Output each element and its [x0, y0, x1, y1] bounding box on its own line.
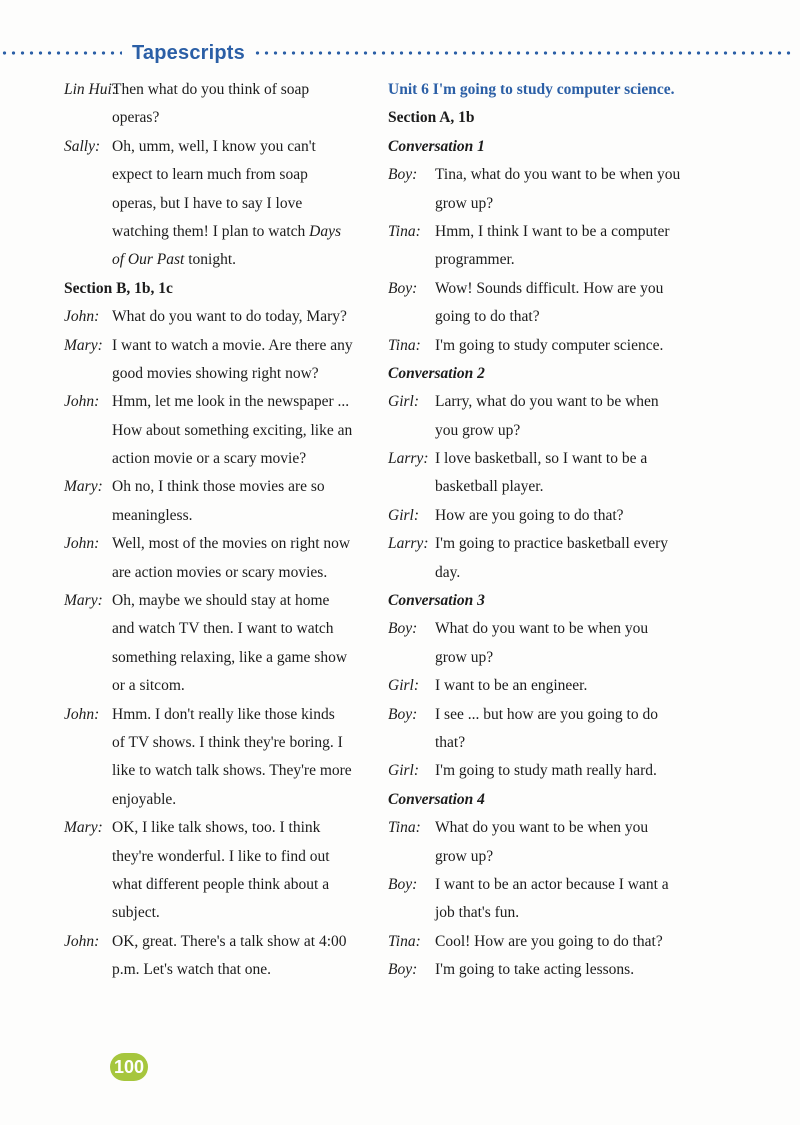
- left-line: [64, 303, 374, 331]
- left-line: [64, 530, 374, 558]
- right-line: [388, 161, 718, 189]
- speaker-label: John:: [64, 705, 100, 723]
- speaker-label: Tina:: [388, 336, 421, 354]
- right-line: [388, 218, 718, 246]
- right-line: [388, 644, 718, 672]
- left-line: [64, 104, 374, 132]
- dialogue-text: I'm going to practice basketball every: [435, 535, 669, 553]
- right-column: [388, 76, 718, 985]
- dialogue-text: operas?: [112, 109, 160, 127]
- right-line: [388, 133, 718, 161]
- dialogue-text: tonight.: [184, 251, 237, 269]
- left-line: [64, 899, 374, 927]
- dialogue-text: I want to be an actor because I want a: [435, 875, 669, 893]
- speaker-label: Girl:: [388, 677, 419, 695]
- left-line: [64, 473, 374, 501]
- page-title: Tapescripts: [132, 41, 245, 64]
- left-line: [64, 615, 374, 643]
- dialogue-text: How are you going to do that?: [435, 506, 624, 524]
- italic-title: of Our Past: [112, 251, 185, 269]
- dialogue-text: meaningless.: [112, 506, 193, 524]
- dialogue-text: I see ... but how are you going to do: [435, 705, 658, 723]
- dialogue-text: I love basketball, so I want to be a: [435, 450, 648, 468]
- left-line: [64, 417, 374, 445]
- dialogue-text: Hmm, I think I want to be a computer: [435, 222, 670, 240]
- right-line: [388, 786, 718, 814]
- dialogue-text: they're wonderful. I like to find out: [112, 847, 330, 865]
- right-line: [388, 701, 718, 729]
- dialogue-text: Hmm, let me look in the newspaper ...: [112, 393, 350, 411]
- dialogue-text: day.: [435, 563, 461, 581]
- left-line: [64, 871, 374, 899]
- left-line: [64, 445, 374, 473]
- speaker-label: Tina:: [388, 932, 421, 950]
- page-header: [0, 40, 800, 66]
- header-dots-right: [253, 51, 794, 55]
- conversation-heading: Conversation 1: [388, 137, 485, 155]
- speaker-label: Girl:: [388, 506, 419, 524]
- dialogue-text: that?: [435, 733, 466, 751]
- left-line: [64, 672, 374, 700]
- conversation-heading: Conversation 2: [388, 364, 485, 382]
- left-line: [64, 956, 374, 984]
- right-line: [388, 190, 718, 218]
- left-line: [64, 502, 374, 530]
- speaker-label: Larry:: [388, 450, 429, 468]
- left-line: [64, 701, 374, 729]
- left-line: [64, 360, 374, 388]
- speaker-label: Boy:: [388, 875, 418, 893]
- dialogue-text: OK, great. There's a talk show at 4:00: [112, 932, 347, 950]
- left-line: [64, 928, 374, 956]
- speaker-label: Boy:: [388, 279, 418, 297]
- dialogue-text: Larry, what do you want to be when: [435, 393, 659, 411]
- right-line: [388, 388, 718, 416]
- right-line: [388, 104, 718, 132]
- right-line: [388, 360, 718, 388]
- right-line: [388, 530, 718, 558]
- speaker-label: Lin Hui:: [64, 81, 117, 98]
- dialogue-text: Oh, maybe we should stay at home: [112, 592, 330, 610]
- right-line: [388, 899, 718, 927]
- dialogue-text: expect to learn much from soap: [112, 166, 308, 184]
- dialogue-text: p.m. Let's watch that one.: [112, 961, 272, 979]
- italic-title: Days: [309, 222, 341, 240]
- dialogue-text: action movie or a scary movie?: [112, 450, 307, 468]
- dialogue-text: and watch TV then. I want to watch: [112, 620, 334, 638]
- dialogue-text: are action movies or scary movies.: [112, 563, 328, 581]
- dialogue-text: Wow! Sounds difficult. How are you: [435, 279, 664, 297]
- left-line: [64, 786, 374, 814]
- left-line: [64, 190, 374, 218]
- speaker-label: Boy:: [388, 705, 418, 723]
- right-line: [388, 615, 718, 643]
- right-line: [388, 246, 718, 274]
- dialogue-text: Oh, umm, well, I know you can't: [112, 137, 316, 155]
- right-line: [388, 303, 718, 331]
- right-line: [388, 332, 718, 360]
- left-line: [64, 587, 374, 615]
- dialogue-text: grow up?: [435, 194, 494, 212]
- dialogue-text: Oh no, I think those movies are so: [112, 478, 325, 496]
- left-line: [64, 76, 374, 104]
- speaker-label: Boy:: [388, 620, 418, 638]
- left-line: [64, 757, 374, 785]
- dialogue-text: Then what do you think of soap: [112, 81, 310, 98]
- header-dots-left: [0, 51, 122, 55]
- speaker-label: John:: [64, 308, 100, 326]
- right-line: [388, 843, 718, 871]
- right-line: [388, 729, 718, 757]
- dialogue-text: Cool! How are you going to do that?: [435, 932, 663, 950]
- speaker-label: Mary:: [64, 478, 103, 496]
- speaker-label: John:: [64, 393, 100, 411]
- dialogue-text: What do you want to be when you: [435, 819, 649, 837]
- right-line: [388, 445, 718, 473]
- right-line: [388, 587, 718, 615]
- right-line: [388, 417, 718, 445]
- dialogue-text: grow up?: [435, 648, 494, 666]
- dialogue-text: I'm going to study computer science.: [435, 336, 664, 354]
- dialogue-text: operas, but I have to say I love: [112, 194, 303, 212]
- left-line: [64, 161, 374, 189]
- dialogue-text: I'm going to study math really hard.: [435, 762, 657, 780]
- speaker-label: Mary:: [64, 592, 103, 610]
- dialogue-text: going to do that?: [435, 308, 540, 326]
- dialogue-text: what different people think about a: [112, 875, 330, 893]
- right-line: [388, 814, 718, 842]
- left-line: [64, 218, 374, 246]
- dialogue-text: grow up?: [435, 847, 494, 865]
- dialogue-text: I'm going to take acting lessons.: [435, 961, 635, 979]
- right-line: [388, 928, 718, 956]
- dialogue-text: What do you want to be when you: [435, 620, 649, 638]
- right-line: [388, 76, 718, 104]
- speaker-label: Sally:: [64, 137, 101, 155]
- dialogue-text: What do you want to do today, Mary?: [112, 308, 347, 326]
- speaker-label: John:: [64, 535, 100, 553]
- left-line: [64, 388, 374, 416]
- conversation-heading: Conversation 3: [388, 592, 485, 610]
- speaker-label: Boy:: [388, 961, 418, 979]
- left-line: [64, 729, 374, 757]
- dialogue-text: How about something exciting, like an: [112, 421, 353, 439]
- left-line: [64, 644, 374, 672]
- left-line: [64, 133, 374, 161]
- unit-heading: Unit 6 I'm going to study computer science.: [388, 81, 675, 98]
- speaker-label: Boy:: [388, 166, 418, 184]
- speaker-label: Tina:: [388, 222, 421, 240]
- conversation-heading: Conversation 4: [388, 790, 485, 808]
- dialogue-text: of TV shows. I think they're boring. I: [112, 733, 343, 751]
- dialogue-text: OK, I like talk shows, too. I think: [112, 819, 321, 837]
- dialogue-text: Hmm. I don't really like those kinds: [112, 705, 335, 723]
- left-line: [64, 843, 374, 871]
- speaker-label: Larry:: [388, 535, 429, 553]
- right-line: [388, 956, 718, 984]
- dialogue-text: good movies showing right now?: [112, 364, 319, 382]
- right-line: [388, 502, 718, 530]
- left-line: [64, 246, 374, 274]
- dialogue-text: or a sitcom.: [112, 677, 185, 695]
- left-line: [64, 332, 374, 360]
- dialogue-text: I want to be an engineer.: [435, 677, 588, 695]
- speaker-label: Girl:: [388, 762, 419, 780]
- left-column: [64, 76, 374, 985]
- page-number-badge: 100: [110, 1053, 148, 1081]
- dialogue-text: Tina, what do you want to be when you: [435, 166, 681, 184]
- speaker-label: Girl:: [388, 393, 419, 411]
- dialogue-text: you grow up?: [435, 421, 521, 439]
- dialogue-text: enjoyable.: [112, 790, 177, 808]
- dialogue-text: programmer.: [435, 251, 515, 269]
- dialogue-text: like to watch talk shows. They're more: [112, 762, 352, 780]
- right-line: [388, 757, 718, 785]
- dialogue-text: I want to watch a movie. Are there any: [112, 336, 353, 354]
- dialogue-text: job that's fun.: [435, 904, 520, 922]
- dialogue-text: watching them! I plan to watch: [112, 222, 306, 240]
- right-line: [388, 473, 718, 501]
- left-line: [64, 559, 374, 587]
- left-line: [64, 275, 374, 303]
- right-line: [388, 275, 718, 303]
- left-line: [64, 814, 374, 842]
- dialogue-text: Well, most of the movies on right now: [112, 535, 351, 553]
- speaker-label: Mary:: [64, 336, 103, 354]
- section-heading: Section A, 1b: [388, 109, 475, 127]
- section-heading: Section B, 1b, 1c: [64, 279, 173, 297]
- speaker-label: John:: [64, 932, 100, 950]
- right-line: [388, 672, 718, 700]
- speaker-label: Mary:: [64, 819, 103, 837]
- right-line: [388, 871, 718, 899]
- dialogue-text: basketball player.: [435, 478, 544, 496]
- speaker-label: Tina:: [388, 819, 421, 837]
- dialogue-text: something relaxing, like a game show: [112, 648, 348, 666]
- right-line: [388, 559, 718, 587]
- dialogue-text: subject.: [112, 904, 160, 922]
